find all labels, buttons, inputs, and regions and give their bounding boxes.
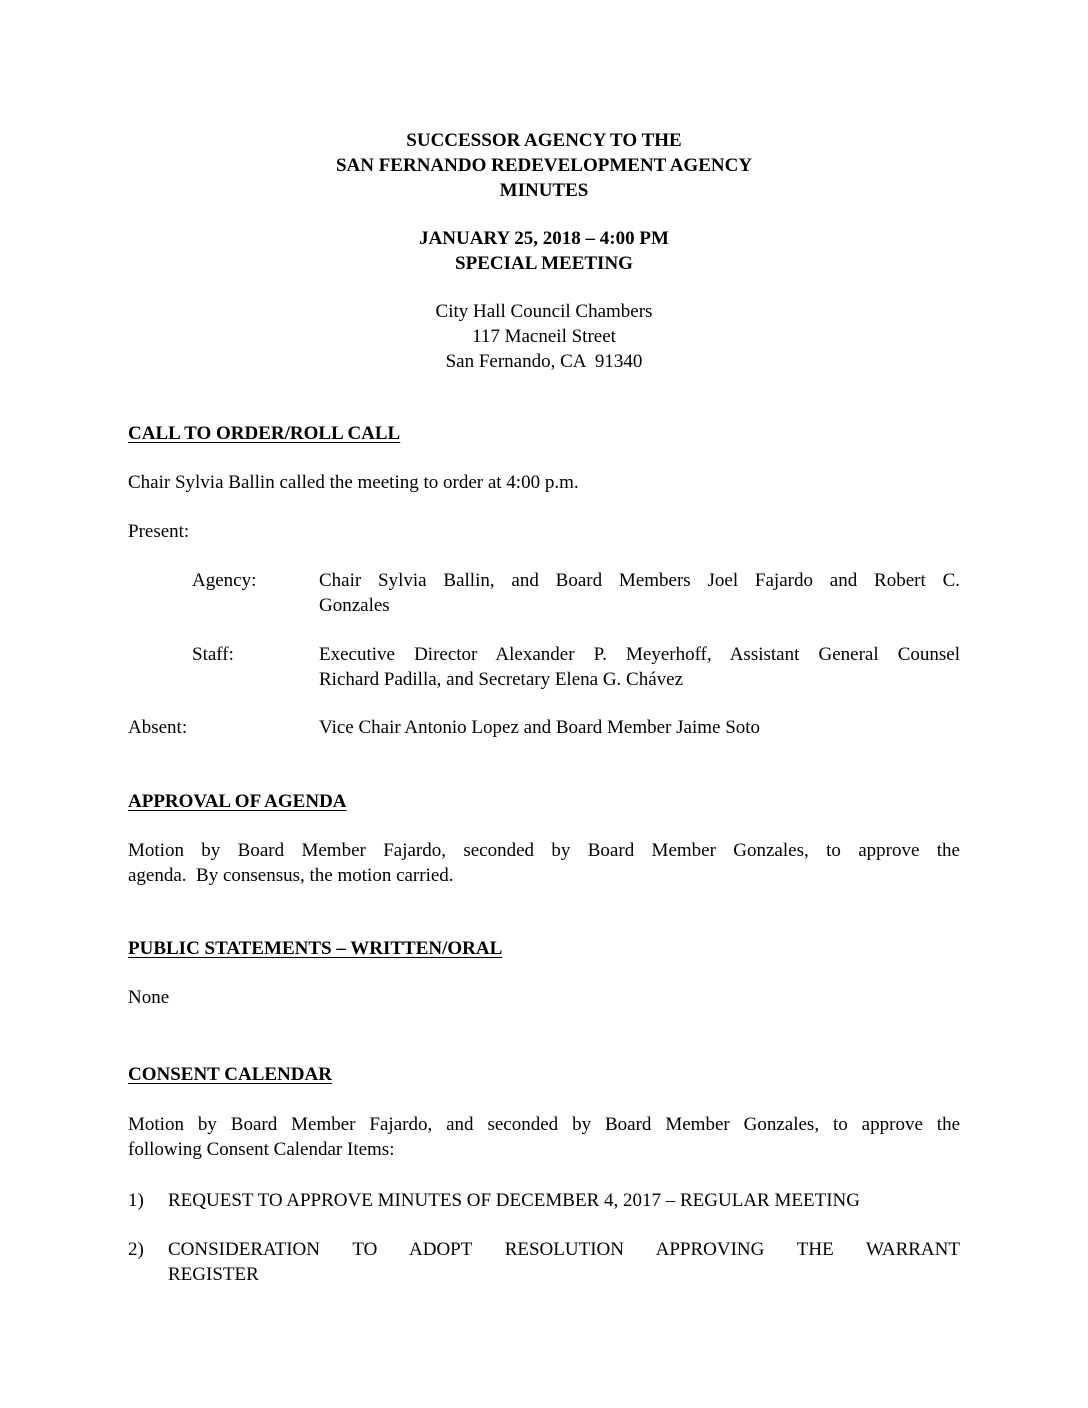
present-label: Present: <box>128 521 190 542</box>
agency-label: Agency: <box>192 570 257 591</box>
call-to-order-sentence: Chair Sylvia Ballin called the meeting to order at 4:00 p.m. <box>128 472 579 493</box>
consent-item <box>168 1188 960 1213</box>
org-name-line2: SAN FERNANDO REDEVELOPMENT AGENCY <box>335 155 753 176</box>
absent-members-text: Vice Chair Antonio Lopez and Board Member Jaime Soto <box>319 717 761 738</box>
consent-calendar-text <box>128 1112 960 1162</box>
section-heading-approval-of-agenda: APPROVAL OF AGENDA <box>128 791 347 812</box>
absent-label: Absent: <box>128 717 188 738</box>
staff-label: Staff: <box>192 644 234 665</box>
section-heading-consent-calendar: CONSENT CALENDAR <box>128 1064 332 1085</box>
approval-of-agenda-line2: agenda. By consensus, the motion carried. <box>128 865 454 886</box>
staff-members <box>319 642 960 692</box>
document-header <box>0 128 1088 203</box>
location-line1: City Hall Council Chambers <box>435 301 653 322</box>
meeting-date-time: JANUARY 25, 2018 – 4:00 PM <box>419 228 669 249</box>
consent-calendar-line1: Motion by Board Member Fajardo, and seconded by Board Member Gonzales, to approve the <box>128 1114 960 1135</box>
agency-members <box>319 568 960 618</box>
meeting-info <box>0 226 1088 276</box>
consent-calendar-line2: following Consent Calendar Items: <box>128 1139 395 1160</box>
section-heading-call-to-order: CALL TO ORDER/ROLL CALL <box>128 423 401 444</box>
document-type: MINUTES <box>499 180 589 201</box>
consent-item-title: REQUEST TO APPROVE MINUTES OF DECEMBER 4, 2017 – REGULAR MEETING <box>168 1190 860 1211</box>
absent-members <box>319 715 960 740</box>
approval-of-agenda-text <box>128 838 960 888</box>
consent-item <box>168 1237 960 1287</box>
agency-members-line2: Gonzales <box>319 595 390 616</box>
staff-members-line2: Richard Padilla, and Secretary Elena G. Chávez <box>319 669 684 690</box>
section-heading-public-statements: PUBLIC STATEMENTS – WRITTEN/ORAL <box>128 938 503 959</box>
meeting-location <box>0 299 1088 374</box>
location-line3: San Fernando, CA 91340 <box>445 351 643 372</box>
approval-of-agenda-line1: Motion by Board Member Fajardo, seconded by Board Member Gonzales, to approve the <box>128 840 960 861</box>
consent-item-title: CONSIDERATION TO ADOPT RESOLUTION APPROVING THE WARRANT <box>168 1239 960 1260</box>
location-line2: 117 Macneil Street <box>472 326 616 347</box>
call-to-order-text <box>128 470 960 495</box>
meeting-type: SPECIAL MEETING <box>455 253 633 274</box>
org-name-line1: SUCCESSOR AGENCY TO THE <box>406 130 682 151</box>
staff-members-line1: Executive Director Alexander P. Meyerhoff, Assistant General Counsel <box>319 644 960 665</box>
public-statements-none: None <box>128 987 170 1008</box>
agency-members-line1: Chair Sylvia Ballin, and Board Members Joel Fajardo and Robert C. <box>319 570 960 591</box>
consent-item-number: 1) <box>128 1190 144 1211</box>
consent-item-number: 2) <box>128 1239 144 1260</box>
consent-item-title-continued: REGISTER <box>168 1264 259 1285</box>
public-statements-text <box>128 985 960 1010</box>
